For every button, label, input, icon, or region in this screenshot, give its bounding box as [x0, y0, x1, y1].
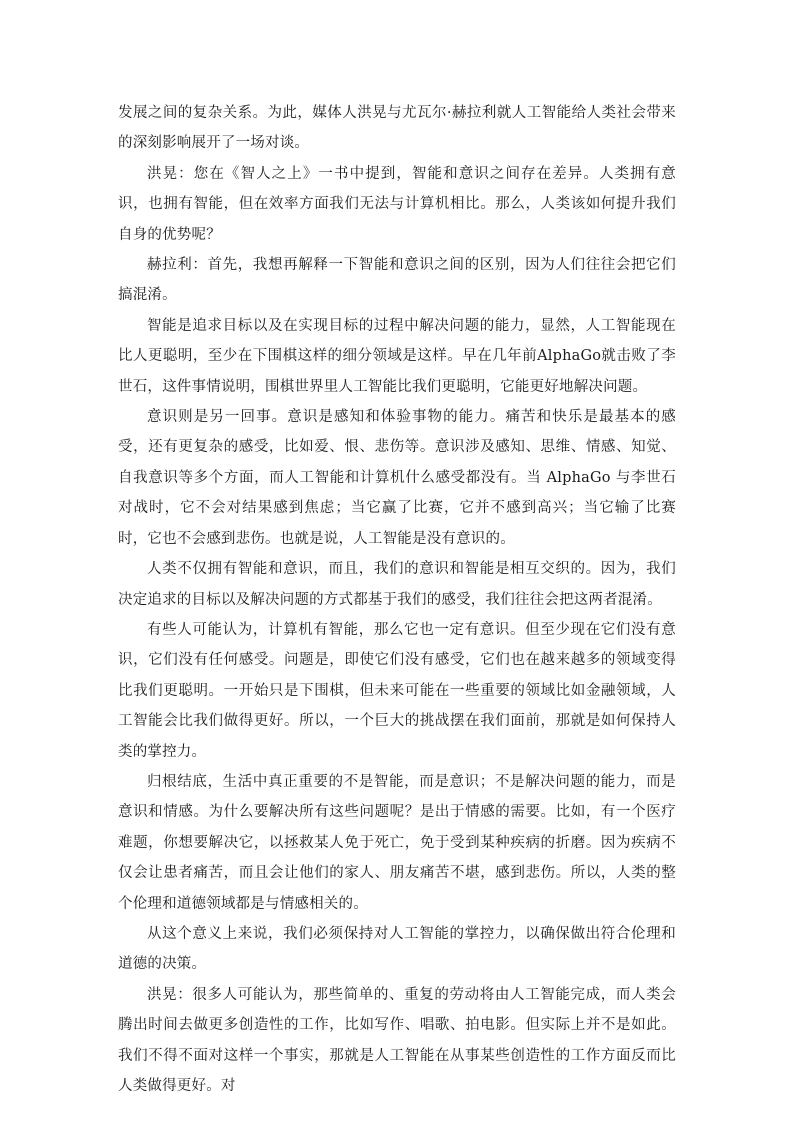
- paragraph-2: 洪晃：您在《智人之上》一书中提到，智能和意识之间存在差异。人类拥有意识，也拥有智能，但在效率方面我们无法与计算机相比。那么，人类该如何提升我们自身的优势呢？: [118, 165, 676, 243]
- paragraph-6: 人类不仅拥有智能和意识，而且，我们的意识和智能是相互交织的。因为，我们决定追求的目标以及解决问题的方式都基于我们的感受，我们往往会把这两者混淆。: [118, 561, 676, 608]
- paragraph-3: 赫拉利：首先，我想再解释一下智能和意识之间的区别，因为人们往往会把它们搞混淆。: [118, 257, 676, 304]
- paragraph-9: 从这个意义上来说，我们必须保持对人工智能的掌控力，以确保做出符合伦理和道德的决策。: [118, 925, 676, 973]
- paragraph-5: 意识则是另一回事。意识是感知和体验事物的能力。痛苦和快乐是最基本的感受，还有更复杂的感受，比如爱、恨、悲伤等。意识涉及感知、思维、情感、知觉、自我意识等多个方面，而人工智能和计算机什么感受都没有。当 AlphaGo 与李世石对战时，它不会对结果感到焦虑；当它赢了比赛，它并不感到高兴；当它输了比赛时，它也不会感到悲伤。也就是说，人工智能是没有意识的。: [118, 409, 676, 547]
- paragraph-10: 洪晃：很多人可能认为，那些简单的、重复的劳动将由人工智能完成，而人类会腾出时间去做更多创造性的工作，比如写作、唱歌、拍电影。但实际上并不是如此。我们不得不面对这样一个事实，那就是人工智能在从事某些创造性的工作方面反而比人类做得更好。对: [118, 986, 676, 1094]
- document-page: [118, 98, 676, 1101]
- paragraph-1: 发展之间的复杂关系。为此，媒体人洪晃与尤瓦尔·赫拉利就人工智能给人类社会带来的深刻影响展开了一场对谈。: [118, 105, 676, 152]
- paragraph-4: 智能是追求目标以及在实现目标的过程中解决问题的能力，显然，人工智能现在比人更聪明，至少在下围棋这样的细分领域是这样。早在几年前AlphaGo就击败了李世石，这件事情说明，围棋世界里人工智能比我们更聪明，它能更好地解决问题。: [118, 317, 676, 395]
- paragraph-7: 有些人可能认为，计算机有智能，那么它也一定有意识。但至少现在它们没有意识，它们没有任何感受。问题是，即使它们没有感受，它们也在越来越多的领域变得比我们更聪明。一开始只是下围棋，但未来可能在一些重要的领域比如金融领域，人工智能会比我们做得更好。所以，一个巨大的挑战摆在我们面前，那就是如何保持人类的掌控力。: [118, 621, 676, 760]
- paragraph-8: 归根结底，生活中真正重要的不是智能，而是意识；不是解决问题的能力，而是意识和情感。为什么要解决所有这些问题呢？是出于情感的需要。比如，有一个医疗难题，你想要解决它，以拯救某人免于死亡，免于受到某种疾病的折磨。因为疾病不仅会让患者痛苦，而且会让他们的家人、朋友痛苦不堪，感到悲伤。所以，人类的整个伦理和道德领域都是与情感相关的。: [118, 773, 676, 912]
